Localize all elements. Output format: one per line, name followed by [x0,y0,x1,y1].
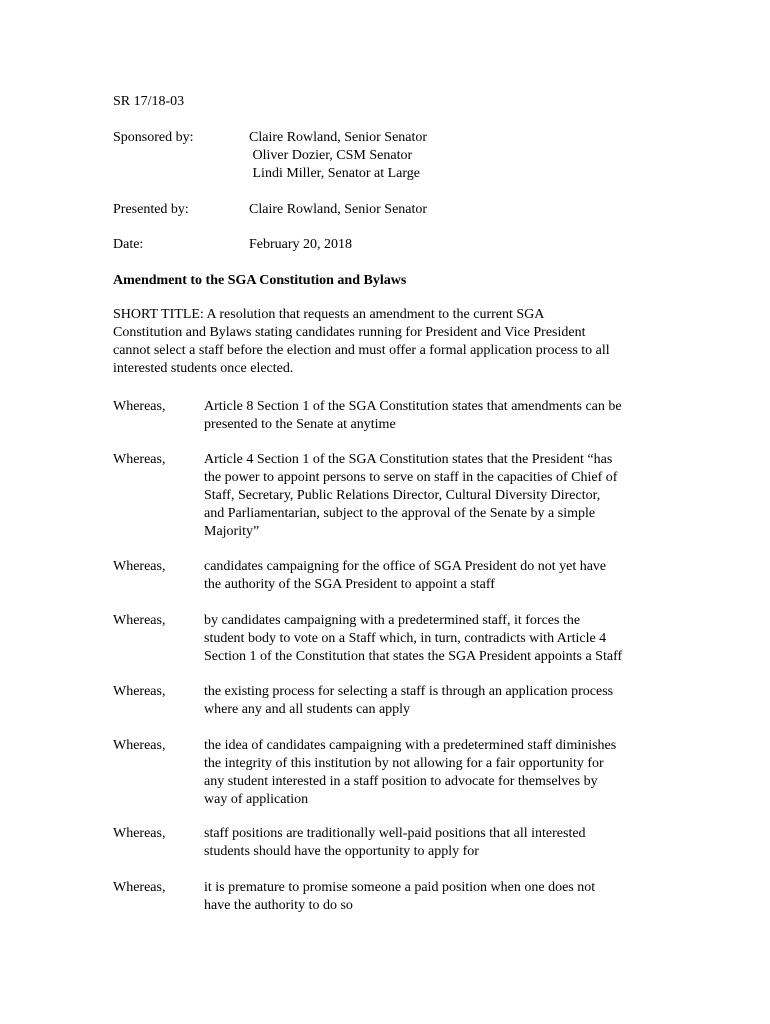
presented-by-value: Claire Rowland, Senior Senator [249,202,428,217]
whereas-label: Whereas, [113,559,166,574]
short-title-paragraph: SHORT TITLE: A resolution that requests an amendment to the current SGA Constitution and Bylaws stating candidates running for President and Vice President cannot select a staff before the election and must offer a formal application process to all interested students once elected. [113,307,610,376]
whereas-label: Whereas, [113,613,166,628]
whereas-label: Whereas, [113,880,166,895]
whereas-label: Whereas, [113,399,166,414]
whereas-clause-text: Article 4 Section 1 of the SGA Constitution states that the President “has the power to appoint persons to serve on staff in the capacities of Chief of Staff, Secretary, Public Relations Director, Cultural Diversity Director, and Parliamentarian, subject to the approval of the Senate by a simple Majority” [204,452,618,539]
sponsor-3: Lindi Miller, Senator at Large [249,166,421,181]
whereas-clause-text: the idea of candidates campaigning with a predetermined staff diminishes the integrity of this institution by not allowing for a fair opportunity for any student interested in a staff position to advocate for themselves by way of application [204,738,617,807]
date-value: February 20, 2018 [249,237,353,252]
presented-by-label: Presented by: [113,202,189,217]
whereas-label: Whereas, [113,452,166,467]
whereas-clause-text: staff positions are traditionally well-paid positions that all interested students should have the opportunity to apply for [204,826,586,859]
date-label: Date: [113,237,144,252]
sponsor-1: Claire Rowland, Senior Senator [249,130,428,145]
whereas-clause-text: Article 8 Section 1 of the SGA Constitution states that amendments can be presented to the Senate at anytime [204,399,622,432]
whereas-clause-text: by candidates campaigning with a predetermined staff, it forces the student body to vote on a Staff which, in turn, contradicts with Article 4 Section 1 of the Constitution that states the SGA President appoints a Staff [204,613,623,664]
whereas-label: Whereas, [113,684,166,699]
whereas-label: Whereas, [113,738,166,753]
whereas-clause-text: the existing process for selecting a staff is through an application process where any and all students can apply [204,684,614,717]
resolution-id: SR 17/18-03 [113,94,185,109]
whereas-clause-text: it is premature to promise someone a paid position when one does not have the authority to do so [204,880,596,913]
sponsor-2: Oliver Dozier, CSM Senator [249,148,413,163]
sponsored-by-label: Sponsored by: [113,130,194,145]
document-title: Amendment to the SGA Constitution and Bylaws [113,273,407,288]
whereas-label: Whereas, [113,826,166,841]
whereas-clause-text: candidates campaigning for the office of SGA President do not yet have the authority of the SGA President to appoint a staff [204,559,607,592]
